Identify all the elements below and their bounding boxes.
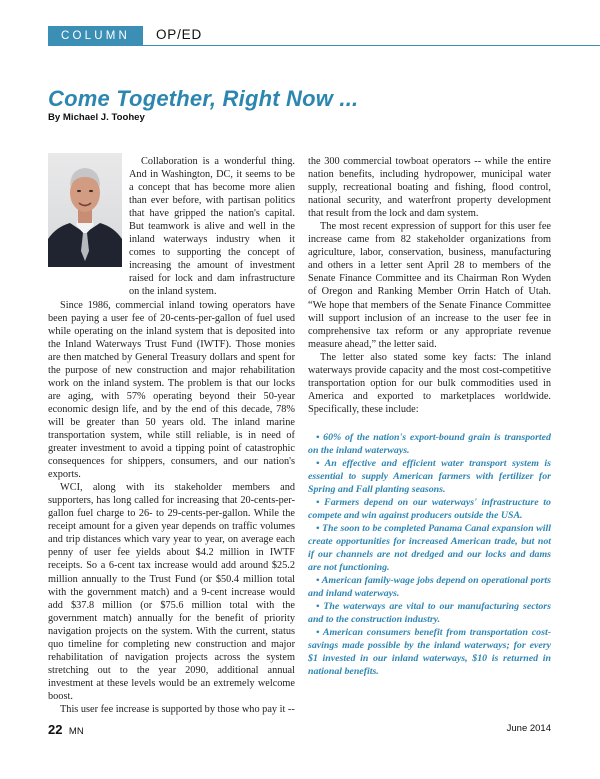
paragraph: Since 1986, commercial inland towing operators have been paying a user fee of 20-cents-per-gallon of fuel used while operating on the inland system that is deposited into the Inland Waterways Trust Fund (IWTF). Those monies are then matched by General Treasury dollars and spent for the purpose of new construction and major rehabilitation work on the inland system. The problem is that our locks are aging, with 57% operating beyond their 50-year economic design life, and by the end of this decade, 78% will be greater than 50 years old. The inland marine transportation system, while still reliable, is in need of greater investment to avoid a tipping point of catastrophic consequences for shippers, consumers, and our nation's exports. — [48, 299, 295, 481]
paragraph: WCI, along with its stakeholder members and supporters, has long called for increasing that 20-cents-per-gallon fuel charge to 26- to 29-cents-per-gallon. While the receipt amount for a given year depends on traffic volumes and trip distances which vary year to year, on average each penny of user fee yields about $4.2 million in IWTF receipts. So a 6-cent tax increase would add around $25.2 million annually to the Trust Fund (or $50.4 million total with the government match) and a 9-cent increase would add $37.8 million (or $75.6 million total with the government match) annually for the benefit of priority navigation projects on the system. With the current, status quo timeline for completing new construction and major rehabilitation of navigation projects across the system stretching out to the year 2090, additional annual investment at these levels would be an extremely welcome boost. — [48, 482, 295, 702]
list-item: • Farmers depend on our waterways' infrastructure to compete and win against producers outside the USA. — [308, 497, 551, 521]
column-1-text — [48, 155, 295, 716]
list-item: • The soon to be completed Panama Canal expansion will create opportunities for increased American trade, but not if our channels are not dredged and our locks and dams are not functioning. — [308, 523, 551, 573]
page-number: 22 — [48, 722, 63, 737]
key-facts-list — [308, 431, 551, 678]
list-item: • 60% of the nation's export-bound grain is transported on the inland waterways. — [308, 432, 551, 456]
paragraph: This user fee increase is supported by those who pay it -- — [60, 703, 295, 715]
paragraph: the 300 commercial towboat operators -- while the entire nation benefits, including hydropower, municipal water supply, recreational boating and fishing, flood control, national security, and waterfront property development that result from the lock and dam system. — [308, 156, 551, 220]
column-tag: COLUMN — [48, 26, 143, 46]
column-2-text — [308, 155, 551, 416]
list-item: • An effective and efficient water transport system is essential to supply American farmers with fertilizer for Spring and Fall planting seasons. — [308, 458, 551, 495]
section-label: OP/ED — [156, 27, 203, 42]
list-item: • American consumers benefit from transportation cost-savings made possible by the inland waterways; for every $1 invested in our inland waterways, $10 is returned in national benefits. — [308, 627, 551, 677]
list-item: • The waterways are vital to our manufacturing sectors and to the construction industry. — [308, 601, 551, 625]
magazine-name: MN — [68, 726, 84, 737]
header-rule — [143, 45, 600, 46]
issue-date: June 2014 — [506, 723, 551, 734]
article-title: Come Together, Right Now ... — [48, 86, 359, 111]
page-footer-left — [48, 721, 84, 739]
column-header — [48, 26, 600, 46]
paragraph: The letter also stated some key facts: The inland waterways provide capacity and the most cost-competitive transportation option for our bulk commodities used in America and exported to marketplaces worldwide. Specifically, these include: — [308, 351, 551, 415]
paragraph: The most recent expression of support for this user fee increase came from 82 stakeholder organizations from agriculture, labor, conservation, business, manufacturing and others in a letter sent April 28 to members of the Senate Finance Committee and its Chairman Ron Wyden of Oregon and Ranking Member Orrin Hatch of Utah. “We hope that members of the Senate Finance Committee will support inclusion of an increase to the user fee in comprehensive tax reform or any appropriate revenue measure ahead,” the letter said. — [308, 221, 551, 350]
byline: By Michael J. Toohey — [48, 112, 145, 123]
list-item: • American family-wage jobs depend on operational ports and inland waterways. — [308, 575, 551, 599]
paragraph: Collaboration is a wonderful thing. And in Washington, DC, it seems to be a concept that has become more alien than ever before, with partisan politics that have gripped the nation's capital. But teamwork is alive and well in the inland waterways industry when it comes to supporting the concept of increasing the amount of investment raised for lock and dam infrastructure on the inland system. — [129, 156, 295, 298]
